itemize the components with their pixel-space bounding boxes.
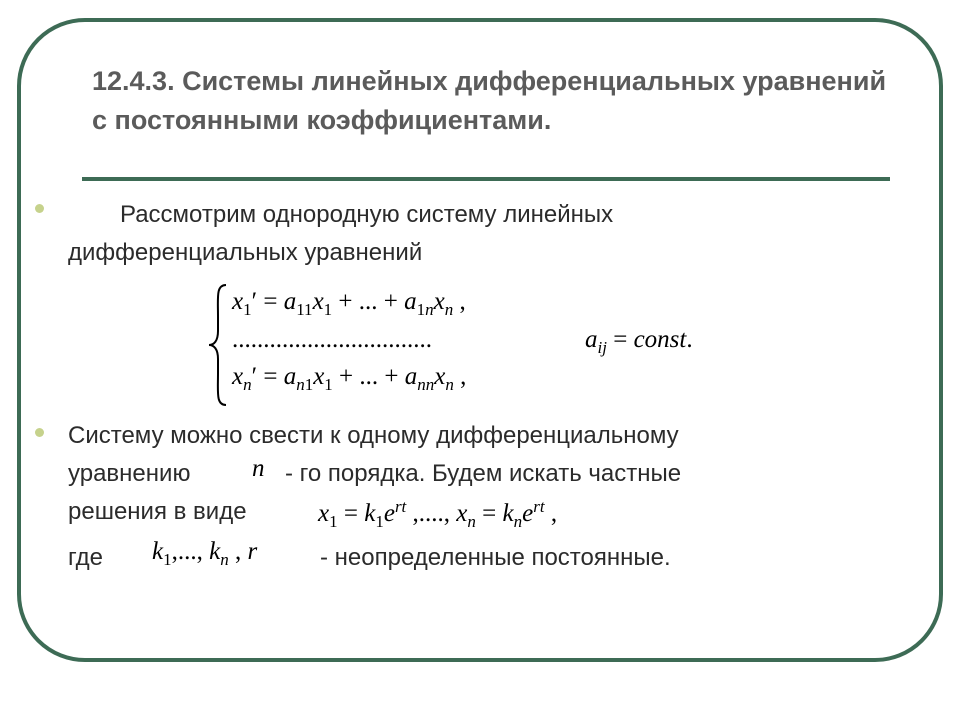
slide-title: 12.4.3. Системы линейных дифференциальных уравнений с постоянными коэффициентами. bbox=[92, 66, 887, 135]
solution-form: $x_1 = k_1e^{rt}$ ,...., $x_n = k_ne^{rt}$ , bbox=[318, 497, 558, 531]
title-underline bbox=[82, 177, 890, 181]
paragraph-1-line-2: дифференциальных уравнений bbox=[68, 239, 423, 266]
bullet-1 bbox=[35, 204, 44, 213]
equation-row-dots: ................................ bbox=[232, 326, 432, 353]
paragraph-2-line-4a: где bbox=[68, 544, 104, 571]
constants-list: $k_1$,..., $k_n$ , r bbox=[152, 538, 258, 569]
paragraph-2-line-1: Систему можно свести к одному дифференциальному bbox=[68, 422, 679, 449]
constant-condition: $a_{ij}$ = const. bbox=[585, 326, 693, 357]
equation-row-n: $x_n' = a_{n1}x_1$ + ... + $a_{nn}x_n$ , bbox=[232, 363, 467, 394]
paragraph-2-line-2b: - го порядка. Будем искать частные bbox=[285, 460, 682, 487]
paragraph-1-line-1: Рассмотрим однородную систему линейных bbox=[120, 201, 614, 228]
paragraph-2-line-4b: - неопределенные постоянные. bbox=[320, 544, 671, 571]
order-n-symbol: n bbox=[252, 455, 265, 482]
paragraph-2-line-3: решения в виде bbox=[68, 498, 247, 525]
system-brace bbox=[206, 283, 230, 407]
bullet-2 bbox=[35, 428, 44, 437]
paragraph-2-line-2a: уравнению bbox=[68, 460, 191, 487]
equation-row-1: $x_1' = a_{11}x_1$ + ... + $a_{1n}x_n$ , bbox=[232, 288, 466, 319]
